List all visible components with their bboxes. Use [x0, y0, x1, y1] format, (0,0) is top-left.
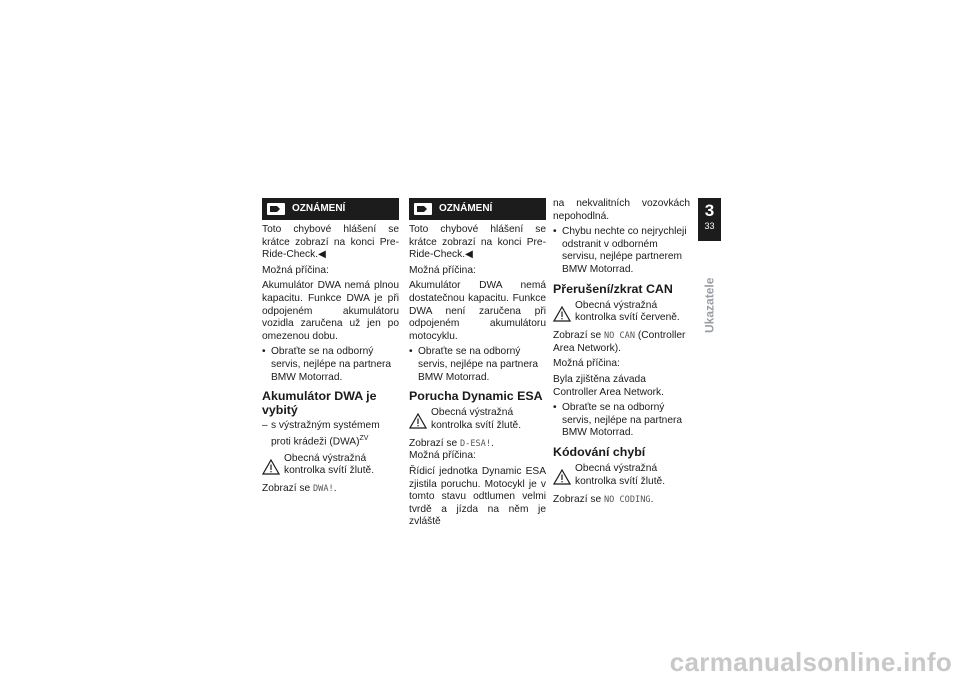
cause-text: Akumulátor DWA nemá dostatečnou kapacitu. Funkce DWA není zaručena při odpojeném akumulátoru motocyklu. [409, 280, 546, 342]
warning-block [409, 407, 546, 434]
dash-text [271, 420, 399, 449]
cause-text: Akumulátor DWA nemá plnou kapacitu. Funkce DWA je při odpojeném akumulátoru vozidla zaručena už jen po omezenou dobu. [262, 280, 399, 342]
dash-symbol: – [262, 420, 268, 432]
warning-block [553, 300, 690, 327]
display-line [262, 483, 399, 496]
bullet-text: Chybu nechte co nejrychleji odstranit v odborném servisu, nejlépe partnerem BMW Motorrad. [562, 226, 687, 275]
display-code: DWA! [312, 484, 334, 495]
list-item [409, 346, 546, 384]
page-number: 33 [704, 221, 715, 231]
bullet-symbol: • [553, 402, 557, 414]
notice-header [409, 198, 546, 220]
section-heading: Přerušení/zkrat CAN [553, 281, 673, 296]
cause-text: Řídicí jednotka Dynamic ESA zjistila poruchu. Motocykl je v tomto stavu odtlumen velmi tvrdě a jízda na něm je zvláště [409, 465, 546, 528]
display-code: NO CODING [603, 494, 651, 505]
column-1 [262, 198, 399, 499]
bullet-text: Obraťte se na odborný servis, nejlépe na partnera BMW Motorrad. [418, 346, 539, 383]
display-suffix: (Controller Area Network). [553, 330, 686, 354]
cause-label: Možná příčina: [409, 450, 476, 462]
notice-label: OZNÁMENÍ [292, 202, 346, 214]
display-line [409, 438, 546, 451]
cause-label: Možná příčina: [262, 264, 329, 276]
warning-block [553, 463, 690, 490]
cause-text: Byla zjištěna závada Controller Area Network. [553, 373, 664, 398]
warning-triangle-icon [262, 453, 284, 480]
warning-text: Obecná výstražná kontrolka svítí žlutě. [575, 462, 666, 487]
display-line [553, 330, 690, 355]
display-suffix: . [491, 437, 494, 449]
cause-label: Možná příčina: [553, 358, 620, 370]
display-code: NO CAN [603, 331, 636, 342]
warning-text: Obecná výstražná kontrolka svítí žlutě. [431, 407, 522, 431]
chapter-tab [698, 198, 721, 241]
bullet-symbol: • [262, 346, 266, 358]
display-prefix: Zobrazí se [553, 330, 602, 342]
display-prefix: Zobrazí se [262, 483, 311, 495]
list-item [553, 402, 690, 440]
notice-text: Toto chybové hlášení se krátce zobrazí na konci Pre-Ride-Check.◀ [409, 224, 546, 261]
notice-hand-icon [266, 201, 286, 217]
list-item [262, 420, 399, 449]
notice-text: Toto chybové hlášení se krátce zobrazí na konci Pre-Ride-Check.◀ [262, 224, 399, 261]
display-prefix: Zobrazí se [553, 493, 602, 505]
list-item [262, 346, 399, 384]
notice-hand-icon [413, 201, 433, 217]
list-item [553, 226, 690, 276]
notice-label: OZNÁMENÍ [439, 202, 493, 214]
continued-text: na nekvalitních vozovkách nepohodlná. [553, 198, 690, 222]
display-suffix: . [333, 483, 337, 495]
bullet-symbol: • [553, 226, 557, 238]
watermark: carmanualsonline.info [669, 647, 952, 677]
display-code: D-ESA! [459, 438, 492, 449]
chapter-label-text: Ukazatele [702, 277, 717, 333]
dash-sup: ZV [359, 434, 369, 442]
chapter-label [690, 265, 730, 345]
dash-text-main: s výstražným systémem proti krádeži (DWA) [271, 420, 380, 448]
notice-header [262, 198, 399, 220]
display-prefix: Zobrazí se [409, 437, 458, 449]
chapter-number: 3 [704, 201, 715, 220]
warning-text: Obecná výstražná kontrolka svítí žlutě. [284, 452, 375, 477]
section-heading: Akumulátor DWA je vybitý [262, 389, 377, 418]
warning-text: Obecná výstražná kontrolka svítí červeně. [575, 299, 680, 324]
column-2 [409, 198, 546, 532]
warning-block [262, 453, 399, 480]
warning-triangle-icon [553, 300, 575, 327]
bullet-text: Obraťte se na odborný servis, nejlépe na partnera BMW Motorrad. [271, 346, 392, 383]
bullet-text: Obraťte se na odborný servis, nejlépe na partnera BMW Motorrad. [562, 402, 683, 439]
warning-triangle-icon [553, 463, 575, 490]
cause-label: Možná příčina: [409, 264, 476, 276]
display-line [553, 494, 690, 507]
column-3 [553, 198, 690, 509]
display-suffix: . [650, 493, 654, 505]
warning-triangle-icon [409, 407, 431, 434]
section-heading: Kódování chybí [553, 444, 646, 459]
bullet-symbol: • [409, 346, 413, 358]
section-heading: Porucha Dynamic ESA [409, 389, 543, 404]
